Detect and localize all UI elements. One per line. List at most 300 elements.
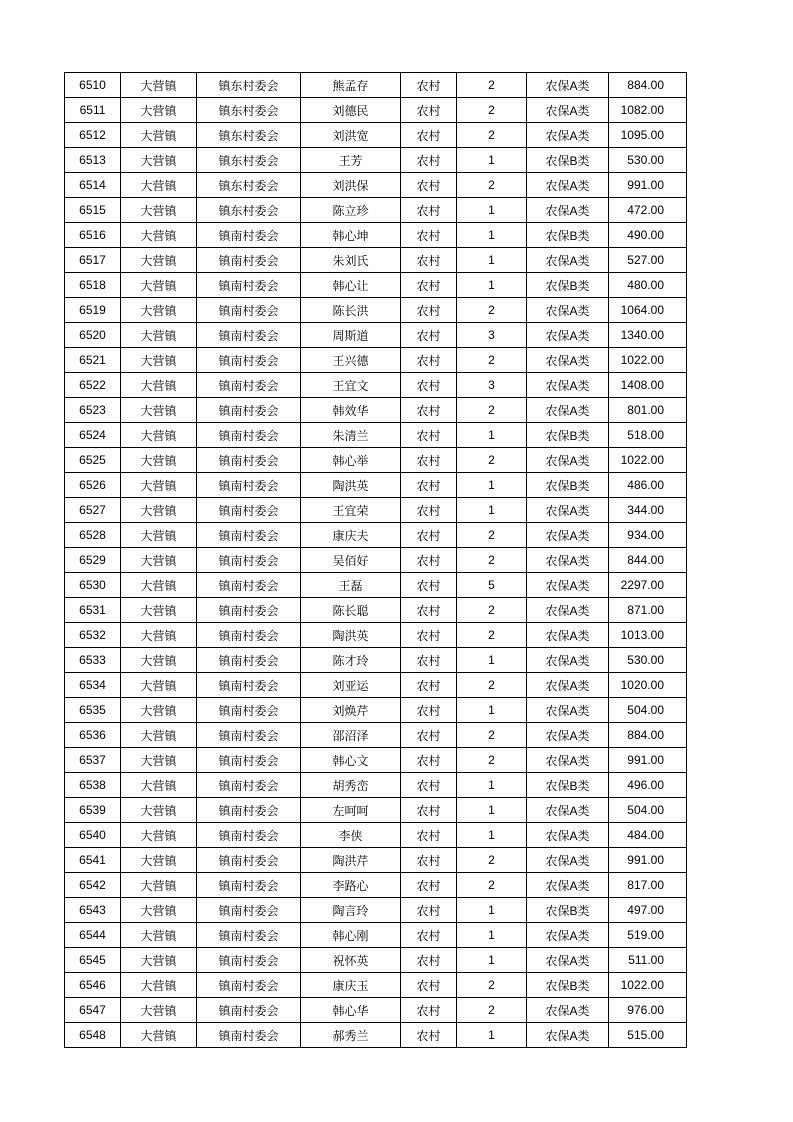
table-row — [65, 298, 687, 323]
table-cell: 农保B类 — [527, 973, 609, 998]
table-cell: 480.00 — [609, 273, 687, 298]
table-cell: 1 — [457, 423, 527, 448]
table-row — [65, 773, 687, 798]
table-cell: 2 — [457, 123, 527, 148]
table-cell: 大营镇 — [121, 398, 197, 423]
table-cell: 农保B类 — [527, 273, 609, 298]
table-row — [65, 848, 687, 873]
table-cell: 884.00 — [609, 723, 687, 748]
table-cell: 镇南村委会 — [197, 298, 301, 323]
records-table — [64, 72, 687, 1048]
table-cell: 农保B类 — [527, 223, 609, 248]
table-cell: 6542 — [65, 873, 121, 898]
table-cell: 镇南村委会 — [197, 998, 301, 1023]
table-cell: 大营镇 — [121, 148, 197, 173]
table-cell: 1082.00 — [609, 98, 687, 123]
table-cell: 大营镇 — [121, 773, 197, 798]
table-cell: 6510 — [65, 73, 121, 98]
table-cell: 陶洪英 — [301, 473, 401, 498]
table-cell: 2 — [457, 873, 527, 898]
table-cell: 农保A类 — [527, 373, 609, 398]
table-cell: 大营镇 — [121, 298, 197, 323]
table-cell: 6512 — [65, 123, 121, 148]
table-cell: 大营镇 — [121, 123, 197, 148]
table-cell: 6520 — [65, 323, 121, 348]
table-cell: 817.00 — [609, 873, 687, 898]
table-cell: 大营镇 — [121, 498, 197, 523]
table-cell: 邵沼泽 — [301, 723, 401, 748]
table-cell: 韩效华 — [301, 398, 401, 423]
table-cell: 1 — [457, 473, 527, 498]
table-cell: 农保A类 — [527, 198, 609, 223]
table-cell: 大营镇 — [121, 973, 197, 998]
table-cell: 周斯道 — [301, 323, 401, 348]
table-cell: 农村 — [401, 123, 457, 148]
table-cell: 农村 — [401, 623, 457, 648]
table-cell: 农村 — [401, 598, 457, 623]
table-cell: 镇南村委会 — [197, 573, 301, 598]
table-cell: 884.00 — [609, 73, 687, 98]
table-cell: 韩心坤 — [301, 223, 401, 248]
table-cell: 530.00 — [609, 148, 687, 173]
table-cell: 镇南村委会 — [197, 1023, 301, 1048]
table-cell: 大营镇 — [121, 198, 197, 223]
table-cell: 镇南村委会 — [197, 948, 301, 973]
table-cell: 镇南村委会 — [197, 248, 301, 273]
table-cell: 大营镇 — [121, 598, 197, 623]
table-cell: 农村 — [401, 798, 457, 823]
table-cell: 2 — [457, 723, 527, 748]
table-cell: 2 — [457, 173, 527, 198]
table-cell: 991.00 — [609, 848, 687, 873]
table-cell: 镇东村委会 — [197, 173, 301, 198]
table-cell: 韩心让 — [301, 273, 401, 298]
table-cell: 1064.00 — [609, 298, 687, 323]
table-cell: 农村 — [401, 498, 457, 523]
table-cell: 农保A类 — [527, 948, 609, 973]
table-cell: 大营镇 — [121, 573, 197, 598]
table-cell: 大营镇 — [121, 873, 197, 898]
table-cell: 871.00 — [609, 598, 687, 623]
table-row — [65, 398, 687, 423]
table-cell: 大营镇 — [121, 523, 197, 548]
table-cell: 镇东村委会 — [197, 73, 301, 98]
table-cell: 农保A类 — [527, 573, 609, 598]
table-cell: 农村 — [401, 248, 457, 273]
table-cell: 农保A类 — [527, 448, 609, 473]
table-cell: 农保A类 — [527, 248, 609, 273]
table-cell: 6525 — [65, 448, 121, 473]
table-cell: 陈长聪 — [301, 598, 401, 623]
table-cell: 农保A类 — [527, 623, 609, 648]
table-cell: 6517 — [65, 248, 121, 273]
table-cell: 大营镇 — [121, 723, 197, 748]
table-cell: 486.00 — [609, 473, 687, 498]
table-row — [65, 373, 687, 398]
table-cell: 1 — [457, 1023, 527, 1048]
table-cell: 2 — [457, 998, 527, 1023]
table-cell: 镇南村委会 — [197, 848, 301, 873]
table-cell: 6541 — [65, 848, 121, 873]
table-cell: 1022.00 — [609, 448, 687, 473]
table-cell: 韩心华 — [301, 998, 401, 1023]
table-row — [65, 498, 687, 523]
table-cell: 陶洪芹 — [301, 848, 401, 873]
table-cell: 519.00 — [609, 923, 687, 948]
table-row — [65, 673, 687, 698]
table-cell: 大营镇 — [121, 623, 197, 648]
table-cell: 康庆玉 — [301, 973, 401, 998]
table-cell: 镇南村委会 — [197, 748, 301, 773]
table-row — [65, 223, 687, 248]
table-cell: 6514 — [65, 173, 121, 198]
table-cell: 农村 — [401, 348, 457, 373]
table-cell: 农保B类 — [527, 773, 609, 798]
table-cell: 大营镇 — [121, 273, 197, 298]
table-row — [65, 73, 687, 98]
table-cell: 陈立珍 — [301, 198, 401, 223]
table-cell: 农保A类 — [527, 98, 609, 123]
table-cell: 农保A类 — [527, 648, 609, 673]
table-cell: 2 — [457, 623, 527, 648]
table-cell: 1020.00 — [609, 673, 687, 698]
table-row — [65, 998, 687, 1023]
table-row — [65, 348, 687, 373]
table-row — [65, 98, 687, 123]
table-cell: 大营镇 — [121, 673, 197, 698]
table-cell: 农保A类 — [527, 923, 609, 948]
table-row — [65, 948, 687, 973]
table-cell: 陈才玲 — [301, 648, 401, 673]
table-cell: 6526 — [65, 473, 121, 498]
table-cell: 大营镇 — [121, 1023, 197, 1048]
table-cell: 农保A类 — [527, 548, 609, 573]
table-cell: 农村 — [401, 198, 457, 223]
table-cell: 吴佰好 — [301, 548, 401, 573]
table-cell: 朱清兰 — [301, 423, 401, 448]
table-cell: 农村 — [401, 948, 457, 973]
table-cell: 1 — [457, 773, 527, 798]
table-cell: 李侠 — [301, 823, 401, 848]
table-cell: 镇东村委会 — [197, 98, 301, 123]
table-cell: 2 — [457, 98, 527, 123]
table-cell: 504.00 — [609, 798, 687, 823]
table-cell: 1 — [457, 198, 527, 223]
table-cell: 刘亚运 — [301, 673, 401, 698]
table-row — [65, 973, 687, 998]
table-cell: 6532 — [65, 623, 121, 648]
table-cell: 镇南村委会 — [197, 498, 301, 523]
table-cell: 镇南村委会 — [197, 698, 301, 723]
table-cell: 6535 — [65, 698, 121, 723]
table-cell: 2 — [457, 673, 527, 698]
table-cell: 1 — [457, 273, 527, 298]
table-cell: 大营镇 — [121, 923, 197, 948]
table-cell: 3 — [457, 373, 527, 398]
table-cell: 镇南村委会 — [197, 623, 301, 648]
table-cell: 镇东村委会 — [197, 123, 301, 148]
table-cell: 康庆夫 — [301, 523, 401, 548]
table-cell: 农村 — [401, 723, 457, 748]
table-row — [65, 323, 687, 348]
table-cell: 大营镇 — [121, 798, 197, 823]
table-cell: 农保A类 — [527, 348, 609, 373]
table-cell: 大营镇 — [121, 223, 197, 248]
table-cell: 农保A类 — [527, 173, 609, 198]
table-cell: 6540 — [65, 823, 121, 848]
table-cell: 左呵呵 — [301, 798, 401, 823]
table-cell: 6537 — [65, 748, 121, 773]
table-cell: 农保B类 — [527, 148, 609, 173]
table-cell: 527.00 — [609, 248, 687, 273]
table-cell: 6547 — [65, 998, 121, 1023]
table-cell: 大营镇 — [121, 423, 197, 448]
table-cell: 朱刘氏 — [301, 248, 401, 273]
table-cell: 490.00 — [609, 223, 687, 248]
table-cell: 农村 — [401, 298, 457, 323]
table-cell: 1022.00 — [609, 348, 687, 373]
table-cell: 农村 — [401, 823, 457, 848]
table-cell: 6518 — [65, 273, 121, 298]
table-cell: 镇南村委会 — [197, 673, 301, 698]
table-cell: 472.00 — [609, 198, 687, 223]
table-row — [65, 198, 687, 223]
table-cell: 344.00 — [609, 498, 687, 523]
table-cell: 农保A类 — [527, 123, 609, 148]
table-cell: 镇南村委会 — [197, 798, 301, 823]
table-cell: 6523 — [65, 398, 121, 423]
table-cell: 504.00 — [609, 698, 687, 723]
table-cell: 6548 — [65, 1023, 121, 1048]
table-cell: 农保A类 — [527, 523, 609, 548]
table-cell: 大营镇 — [121, 473, 197, 498]
table-cell: 大营镇 — [121, 548, 197, 573]
table-row — [65, 123, 687, 148]
table-cell: 大营镇 — [121, 748, 197, 773]
table-cell: 农保A类 — [527, 323, 609, 348]
table-cell: 农村 — [401, 423, 457, 448]
table-cell: 6521 — [65, 348, 121, 373]
table-cell: 刘洪宽 — [301, 123, 401, 148]
table-row — [65, 273, 687, 298]
table-cell: 1340.00 — [609, 323, 687, 348]
table-cell: 大营镇 — [121, 73, 197, 98]
table-cell: 1022.00 — [609, 973, 687, 998]
table-cell: 镇南村委会 — [197, 223, 301, 248]
table-cell: 991.00 — [609, 748, 687, 773]
table-cell: 农村 — [401, 73, 457, 98]
table-cell: 497.00 — [609, 898, 687, 923]
table-cell: 镇南村委会 — [197, 523, 301, 548]
table-cell: 6527 — [65, 498, 121, 523]
table-cell: 农保A类 — [527, 498, 609, 523]
table-cell: 大营镇 — [121, 698, 197, 723]
table-cell: 刘焕芹 — [301, 698, 401, 723]
table-cell: 农村 — [401, 548, 457, 573]
table-cell: 大营镇 — [121, 948, 197, 973]
table-cell: 农保A类 — [527, 73, 609, 98]
table-cell: 刘洪保 — [301, 173, 401, 198]
table-row — [65, 623, 687, 648]
table-cell: 陈长洪 — [301, 298, 401, 323]
table-cell: 2 — [457, 523, 527, 548]
table-cell: 518.00 — [609, 423, 687, 448]
table-cell: 镇南村委会 — [197, 923, 301, 948]
table-cell: 镇南村委会 — [197, 448, 301, 473]
table-cell: 1 — [457, 923, 527, 948]
table-cell: 郝秀兰 — [301, 1023, 401, 1048]
table-cell: 农保A类 — [527, 723, 609, 748]
table-cell: 镇南村委会 — [197, 273, 301, 298]
table-cell: 农村 — [401, 648, 457, 673]
table-cell: 农村 — [401, 523, 457, 548]
table-cell: 844.00 — [609, 548, 687, 573]
table-cell: 农保A类 — [527, 698, 609, 723]
table-cell: 6539 — [65, 798, 121, 823]
table-row — [65, 148, 687, 173]
table-cell: 大营镇 — [121, 998, 197, 1023]
table-cell: 大营镇 — [121, 448, 197, 473]
table-cell: 镇南村委会 — [197, 648, 301, 673]
table-cell: 王宜荣 — [301, 498, 401, 523]
table-cell: 农村 — [401, 398, 457, 423]
table-row — [65, 1023, 687, 1048]
table-cell: 农村 — [401, 748, 457, 773]
table-cell: 农保A类 — [527, 998, 609, 1023]
table-cell: 熊孟存 — [301, 73, 401, 98]
table-cell: 2 — [457, 398, 527, 423]
table-cell: 2 — [457, 973, 527, 998]
table-cell: 2 — [457, 448, 527, 473]
table-cell: 镇东村委会 — [197, 198, 301, 223]
table-cell: 大营镇 — [121, 348, 197, 373]
table-cell: 2 — [457, 298, 527, 323]
table-cell: 6544 — [65, 923, 121, 948]
table-cell: 1095.00 — [609, 123, 687, 148]
table-cell: 6513 — [65, 148, 121, 173]
table-cell: 6546 — [65, 973, 121, 998]
table-cell: 农保B类 — [527, 423, 609, 448]
table-cell: 农村 — [401, 148, 457, 173]
table-cell: 镇南村委会 — [197, 973, 301, 998]
table-cell: 530.00 — [609, 648, 687, 673]
table-cell: 镇南村委会 — [197, 373, 301, 398]
table-cell: 6543 — [65, 898, 121, 923]
table-row — [65, 448, 687, 473]
table-row — [65, 473, 687, 498]
table-cell: 农村 — [401, 448, 457, 473]
table-cell: 陶言玲 — [301, 898, 401, 923]
table-cell: 农村 — [401, 848, 457, 873]
table-cell: 3 — [457, 323, 527, 348]
table-cell: 515.00 — [609, 1023, 687, 1048]
table-row — [65, 423, 687, 448]
table-cell: 801.00 — [609, 398, 687, 423]
table-cell: 农保B类 — [527, 473, 609, 498]
table-row — [65, 748, 687, 773]
table-cell: 农保A类 — [527, 848, 609, 873]
table-cell: 农村 — [401, 373, 457, 398]
table-row — [65, 598, 687, 623]
table-cell: 1 — [457, 898, 527, 923]
table-cell: 484.00 — [609, 823, 687, 848]
table-cell: 6545 — [65, 948, 121, 973]
table-cell: 6511 — [65, 98, 121, 123]
table-cell: 王兴德 — [301, 348, 401, 373]
table-cell: 镇南村委会 — [197, 473, 301, 498]
table-cell: 2 — [457, 73, 527, 98]
table-cell: 2297.00 — [609, 573, 687, 598]
table-cell: 镇南村委会 — [197, 773, 301, 798]
table-cell: 2 — [457, 348, 527, 373]
table-cell: 农保A类 — [527, 798, 609, 823]
table-cell: 大营镇 — [121, 173, 197, 198]
table-cell: 6534 — [65, 673, 121, 698]
table-cell: 韩心文 — [301, 748, 401, 773]
table-cell: 6533 — [65, 648, 121, 673]
table-cell: 934.00 — [609, 523, 687, 548]
table-cell: 1 — [457, 948, 527, 973]
table-row — [65, 698, 687, 723]
table-row — [65, 648, 687, 673]
table-cell: 976.00 — [609, 998, 687, 1023]
table-cell: 496.00 — [609, 773, 687, 798]
table-cell: 农村 — [401, 98, 457, 123]
table-cell: 2 — [457, 548, 527, 573]
table-cell: 大营镇 — [121, 898, 197, 923]
table-cell: 1 — [457, 698, 527, 723]
table-row — [65, 248, 687, 273]
table-cell: 大营镇 — [121, 648, 197, 673]
table-cell: 农村 — [401, 973, 457, 998]
table-cell: 农保A类 — [527, 748, 609, 773]
table-cell: 刘德民 — [301, 98, 401, 123]
table-cell: 镇南村委会 — [197, 323, 301, 348]
table-cell: 1 — [457, 148, 527, 173]
table-cell: 农保A类 — [527, 298, 609, 323]
table-row — [65, 873, 687, 898]
table-cell: 王宜文 — [301, 373, 401, 398]
table-cell: 6528 — [65, 523, 121, 548]
table-cell: 农村 — [401, 923, 457, 948]
table-cell: 6536 — [65, 723, 121, 748]
table-cell: 6538 — [65, 773, 121, 798]
table-cell: 6519 — [65, 298, 121, 323]
table-cell: 镇南村委会 — [197, 823, 301, 848]
table-cell: 李路心 — [301, 873, 401, 898]
table-cell: 农村 — [401, 323, 457, 348]
table-row — [65, 548, 687, 573]
table-cell: 农保B类 — [527, 898, 609, 923]
table-cell: 农村 — [401, 898, 457, 923]
table-cell: 农保A类 — [527, 673, 609, 698]
table-cell: 镇南村委会 — [197, 548, 301, 573]
table-cell: 6515 — [65, 198, 121, 223]
table-cell: 2 — [457, 748, 527, 773]
table-cell: 1 — [457, 498, 527, 523]
table-cell: 5 — [457, 573, 527, 598]
table-cell: 1 — [457, 648, 527, 673]
table-cell: 1 — [457, 798, 527, 823]
table-cell: 农村 — [401, 1023, 457, 1048]
table-cell: 农村 — [401, 698, 457, 723]
table-cell: 大营镇 — [121, 823, 197, 848]
table-cell: 6516 — [65, 223, 121, 248]
table-row — [65, 798, 687, 823]
table-cell: 农村 — [401, 473, 457, 498]
table-cell: 镇南村委会 — [197, 398, 301, 423]
table-cell: 6530 — [65, 573, 121, 598]
